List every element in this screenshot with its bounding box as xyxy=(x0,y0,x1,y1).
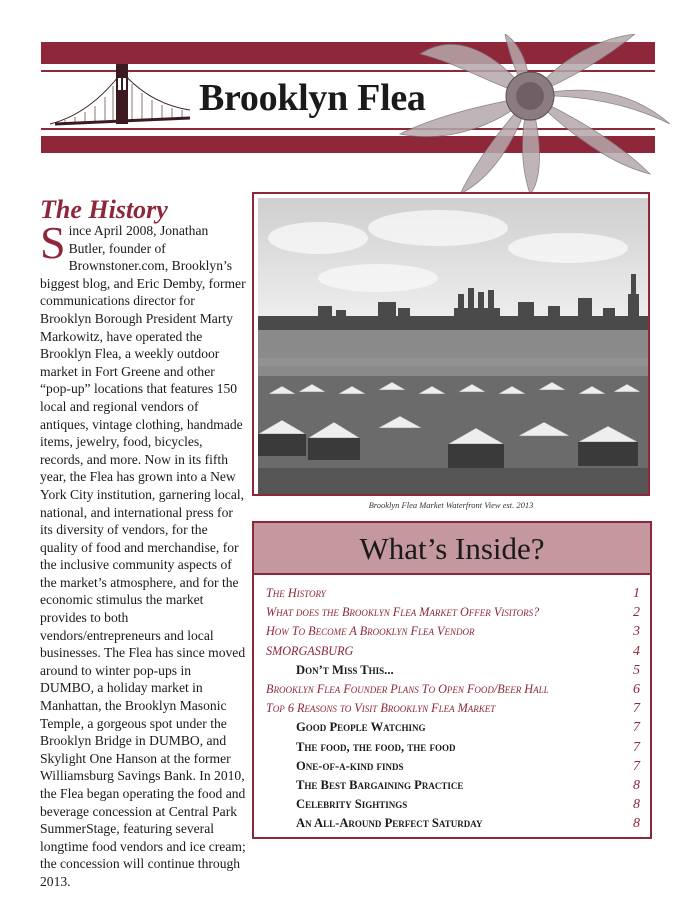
toc-item[interactable] xyxy=(266,642,640,661)
brooklyn-bridge-icon xyxy=(50,44,200,140)
toc-label: Brooklyn Flea Founder Plans To Open Food/Beer Hall xyxy=(266,681,549,696)
toc-item[interactable] xyxy=(266,738,640,757)
toc-label: Good People Watching xyxy=(296,720,426,735)
toc-page: 7 xyxy=(633,701,640,717)
toc-page: 7 xyxy=(633,720,640,736)
toc-page: 2 xyxy=(633,605,640,621)
photo-caption: Brooklyn Flea Market Waterfront View est. 2013 xyxy=(368,500,534,510)
toc-page: 8 xyxy=(633,777,640,793)
history-body xyxy=(40,217,246,891)
toc-label: How To Become A Brooklyn Flea Vendor xyxy=(266,624,475,639)
history-paragraph: ince April 2008, Jonathan Butler, founder of Brownstoner.com, Brooklyn’s biggest blog, and Eric Demby, former communications director for Brooklyn Borough President Marty Markowitz, have operated the Brooklyn Flea, a weekly outdoor market in Fort Greene and other “pop-up” locations that features 150 local and regional vendors of antiques, vintage clothing, handmade items, jewelry, food, bicycles, records, and more. Now in its fifth year, the Flea has grown into a New York City institution, garnering local, national, and international press for its diversity of vendors, for the quality of food and merchandise, for the inclusive community aspects of the market’s atmosphere, and for the economic stimulus the market provides to both vendors/entrepreneurs and local businesses. The Flea has since moved around to winter pop-ups in DUMBO, a holiday market in Manhattan, the Brooklyn Masonic Temple, a gorgeous spot under the Brooklyn Bridge in DUMBO, and Skylight One Hanson at the former Williamsburg Savings Bank. In 2010, the Flea began operating the food and beverage concession at Central Park SummerStage, featuring several longtime food vendors and ice cream; the concession will continue through 2013. xyxy=(40,223,246,889)
toc-item[interactable] xyxy=(266,795,640,814)
toc-page: 6 xyxy=(633,681,640,697)
toc-item[interactable] xyxy=(266,776,640,795)
toc-label: SMORGASBURG xyxy=(266,643,354,658)
toc-item[interactable] xyxy=(266,603,640,622)
masthead-title: Brooklyn Flea xyxy=(199,77,426,119)
whats-inside-header xyxy=(254,523,650,575)
toc-page: 3 xyxy=(633,624,640,640)
toc-label: The Best Bargaining Practice xyxy=(296,777,464,792)
toc-item[interactable] xyxy=(266,699,640,718)
toc-label: Don’t Miss This... xyxy=(296,662,394,677)
toc-item[interactable] xyxy=(266,661,640,680)
whats-inside-title: What’s Inside? xyxy=(359,531,545,566)
table-of-contents xyxy=(266,584,640,833)
toc-page: 8 xyxy=(633,797,640,813)
toc-label: Top 6 Reasons to Visit Brooklyn Flea Market xyxy=(266,701,496,716)
toc-page: 8 xyxy=(633,816,640,832)
toc-label: What does the Brooklyn Flea Market Offer Visitors? xyxy=(266,605,540,620)
history-heading: The History xyxy=(40,195,168,224)
toc-label: Celebrity Sightings xyxy=(296,797,408,812)
toc-page: 4 xyxy=(633,643,640,659)
toc-label: An All-Around Perfect Saturday xyxy=(296,816,483,831)
toc-item[interactable] xyxy=(266,718,640,737)
history-dropcap: S xyxy=(40,217,66,268)
toc-page: 7 xyxy=(633,739,640,755)
toc-label: One-of-a-kind finds xyxy=(296,758,404,773)
toc-page: 7 xyxy=(633,758,640,774)
market-photo-frame xyxy=(252,192,650,496)
toc-item[interactable] xyxy=(266,584,640,603)
toc-item[interactable] xyxy=(266,757,640,776)
masthead xyxy=(0,0,695,195)
toc-page: 1 xyxy=(633,586,640,601)
toc-label: The History xyxy=(266,586,326,600)
toc-item[interactable] xyxy=(266,680,640,699)
market-photo xyxy=(258,198,648,494)
whats-inside-box xyxy=(252,521,652,839)
toc-item[interactable] xyxy=(266,622,640,641)
toc-item[interactable] xyxy=(266,814,640,833)
toc-page: 5 xyxy=(633,662,640,678)
toc-label: The food, the food, the food xyxy=(296,739,456,754)
